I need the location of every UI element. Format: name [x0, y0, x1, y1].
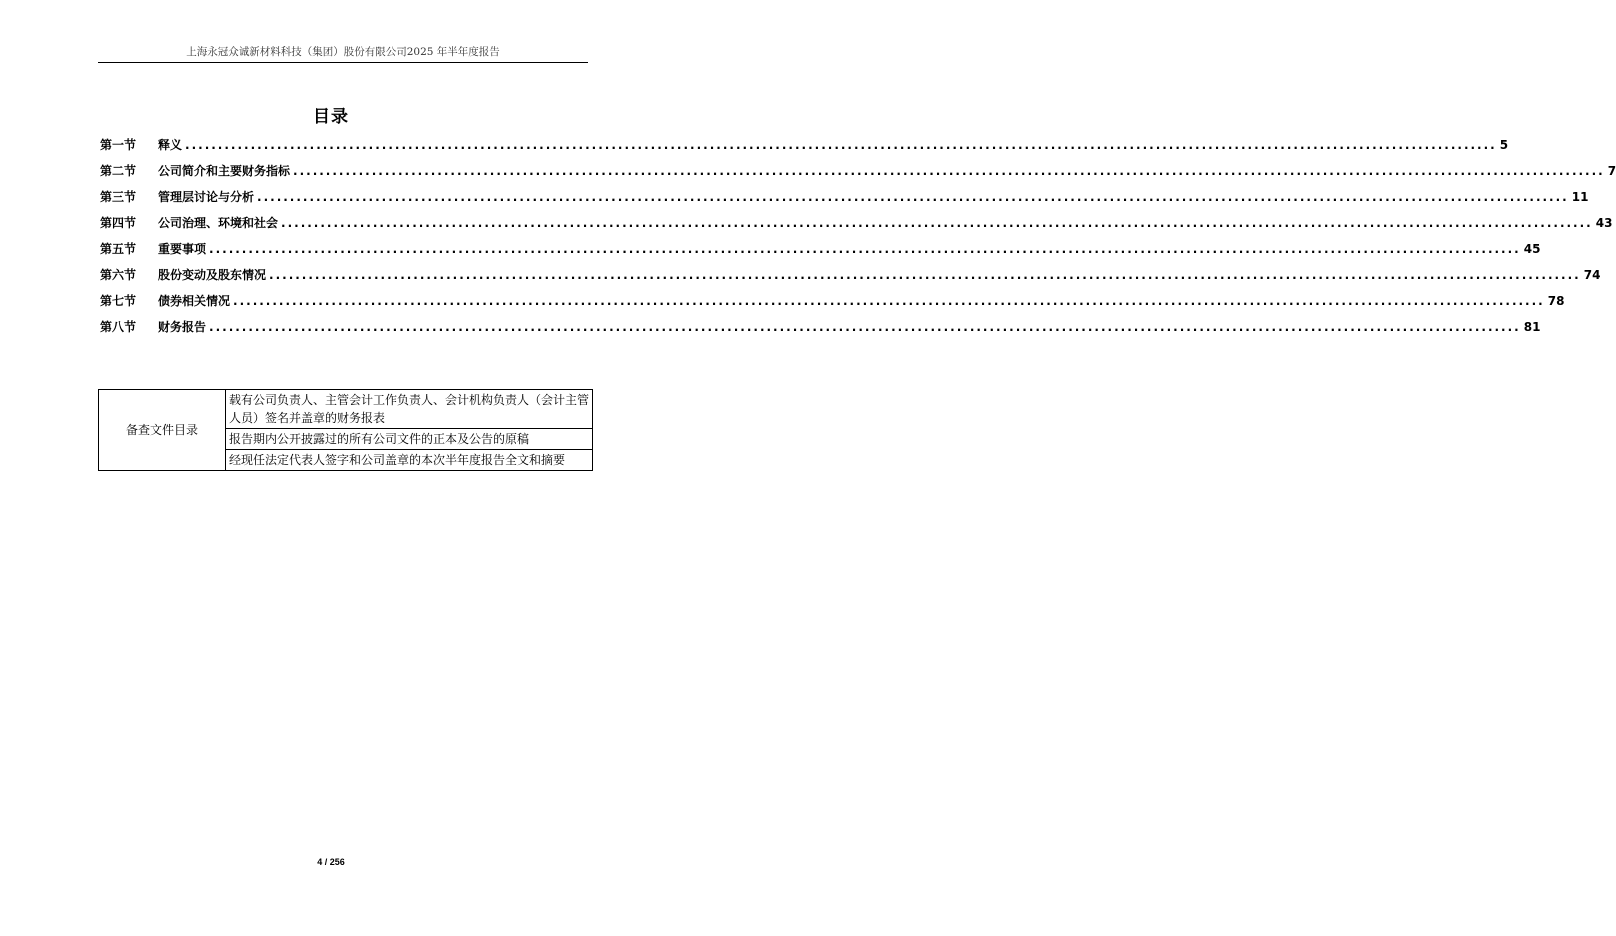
reference-document-item: 载有公司负责人、主管会计工作负责人、会计机构负责人（会计主管人员）签名并盖章的财务报表	[226, 390, 593, 429]
toc-entry[interactable]	[100, 240, 1541, 266]
toc-page-number: 43	[1595, 216, 1613, 230]
table-row	[99, 390, 593, 429]
toc-entry[interactable]	[100, 188, 1589, 214]
toc-entry[interactable]	[100, 136, 1509, 162]
toc-section-name: 重要事项	[158, 242, 207, 256]
toc-entry[interactable]	[100, 292, 1565, 318]
page-title: 目录	[313, 107, 349, 127]
toc-leader-dots: ........................................................................................................................................................................................................	[185, 138, 1497, 152]
reference-document-item: 报告期内公开披露过的所有公司文件的正本及公告的原稿	[226, 429, 593, 450]
toc-section-name: 公司简介和主要财务指标	[158, 164, 291, 178]
toc-leader-dots: ........................................................................................................................................................................................................	[209, 242, 1521, 256]
toc-section-name: 公司治理、环境和社会	[158, 216, 279, 230]
toc-entry[interactable]	[100, 162, 1616, 188]
reference-documents-table	[98, 389, 593, 471]
toc-entry[interactable]	[100, 318, 1541, 344]
toc-section-number: 第八节	[100, 320, 137, 334]
toc-section-name: 股份变动及股东情况	[158, 268, 267, 282]
toc-section-number: 第五节	[100, 242, 137, 256]
reference-document-item: 经现任法定代表人签字和公司盖章的本次半年度报告全文和摘要	[226, 450, 593, 471]
toc-leader-dots: ........................................................................................................................................................................................................	[233, 294, 1545, 308]
toc-section-number: 第六节	[100, 268, 137, 282]
toc-section-number: 第一节	[100, 138, 137, 152]
toc-section-name: 债券相关情况	[158, 294, 231, 308]
toc-page-number: 81	[1523, 320, 1541, 334]
toc-entry[interactable]	[100, 214, 1613, 240]
toc-page-number: 45	[1523, 242, 1541, 256]
toc-section-number: 第三节	[100, 190, 137, 204]
toc-section-number: 第七节	[100, 294, 137, 308]
toc-leader-dots: ........................................................................................................................................................................................................	[269, 268, 1581, 282]
toc-page-number: 74	[1583, 268, 1601, 282]
toc-entry[interactable]	[100, 266, 1601, 292]
toc-leader-dots: ........................................................................................................................................................................................................	[281, 216, 1593, 230]
toc-section-name: 释义	[158, 138, 183, 152]
toc-leader-dots: ........................................................................................................................................................................................................	[209, 320, 1521, 334]
page-number-footer: 4 / 256	[317, 857, 345, 867]
toc-section-number: 第二节	[100, 164, 137, 178]
toc-page-number: 7	[1607, 164, 1616, 178]
reference-documents-label: 备查文件目录	[99, 390, 226, 471]
running-header: 上海永冠众诚新材料科技（集团）股份有限公司2025 年半年度报告	[98, 44, 588, 63]
toc-page-number: 78	[1547, 294, 1565, 308]
toc-page-number: 5	[1499, 138, 1509, 152]
toc-section-name: 管理层讨论与分析	[158, 190, 255, 204]
table-of-contents	[100, 136, 1616, 344]
toc-section-number: 第四节	[100, 216, 137, 230]
toc-section-name: 财务报告	[158, 320, 207, 334]
toc-leader-dots: ........................................................................................................................................................................................................	[257, 190, 1569, 204]
toc-page-number: 11	[1571, 190, 1589, 204]
toc-leader-dots: ........................................................................................................................................................................................................	[293, 164, 1605, 178]
